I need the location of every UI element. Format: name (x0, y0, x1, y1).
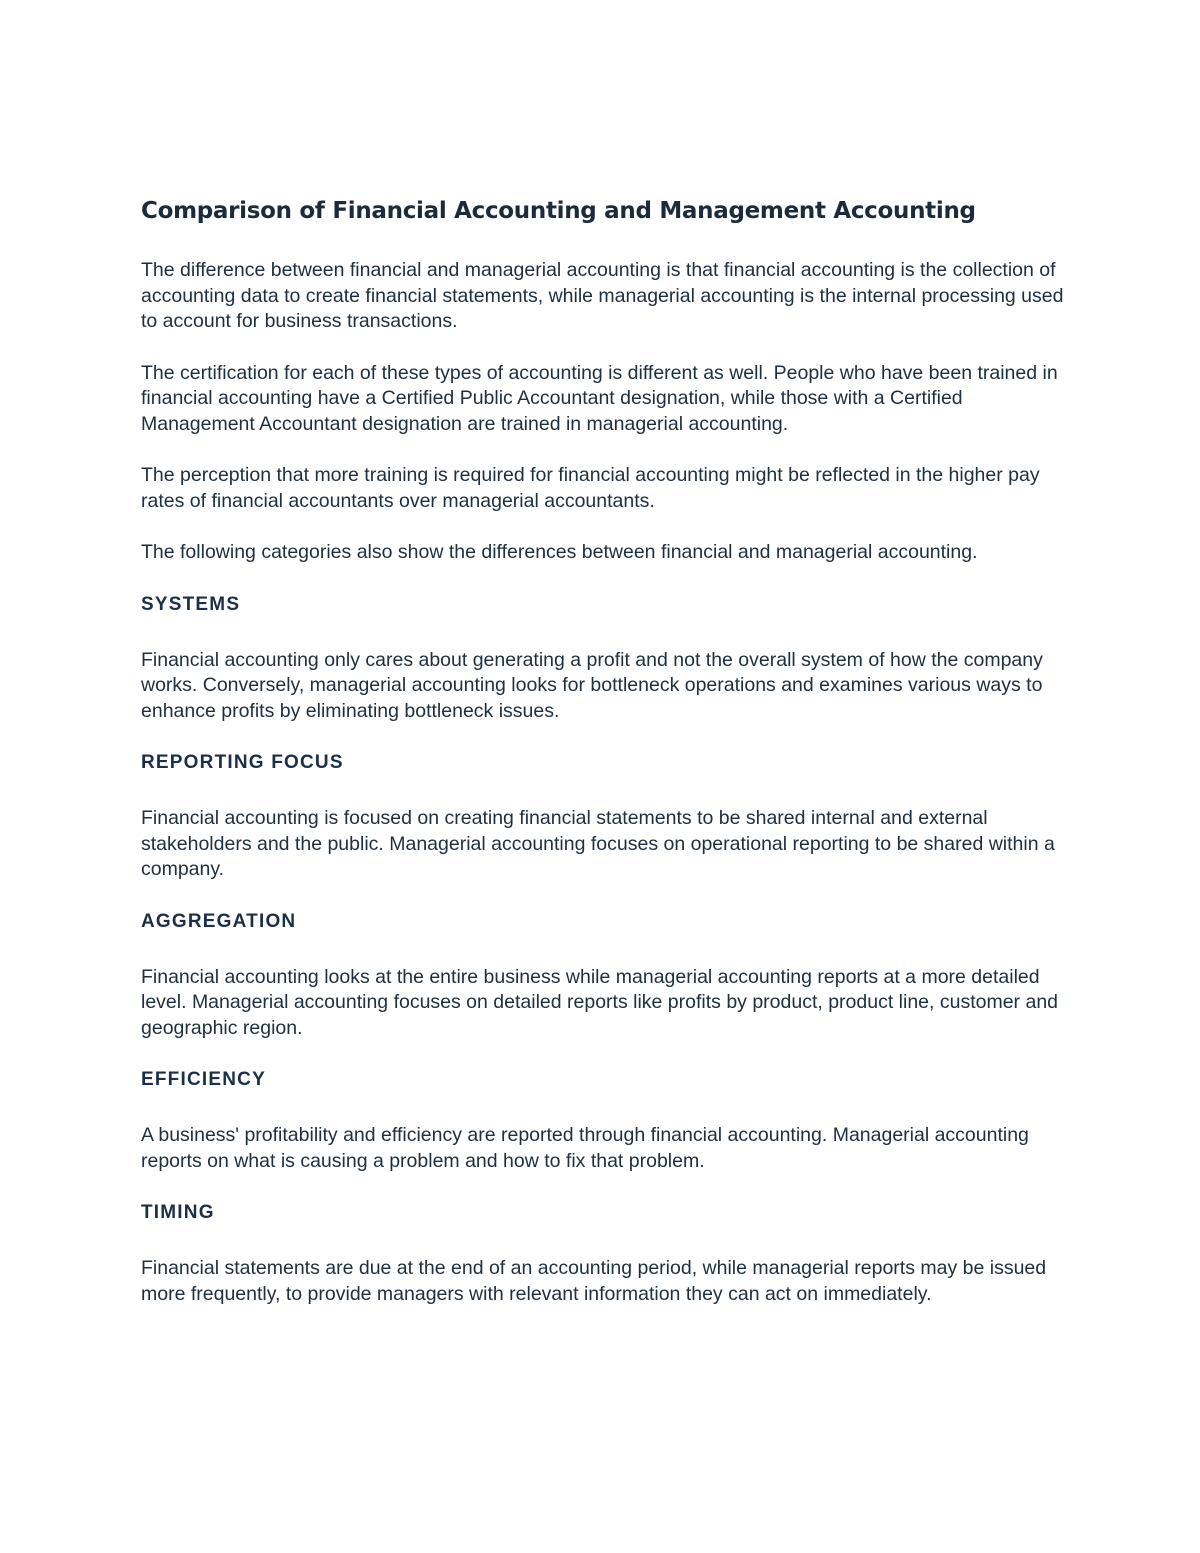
intro-paragraph: The certification for each of these types of accounting is different as well. People who have been trained in financial accounting have a Certified Public Accountant designation, while those with a Certified Management Accountant designation are trained in managerial accounting. (141, 361, 1058, 435)
section-body: Financial statements are due at the end of an accounting period, while managerial reports may be issued more frequently, to provide managers with relevant information they can act on immediately. (141, 1257, 1047, 1305)
section-body: Financial accounting looks at the entire business while managerial accounting reports at a more detailed level. Managerial accounting focuses on detailed reports like profits by product, product line, customer and geographic region. (141, 965, 1059, 1039)
intro-paragraph: The following categories also show the differences between financial and managerial accounting. (141, 541, 978, 563)
intro-paragraph: The perception that more training is required for financial accounting might be reflected in the higher pay rates of financial accountants over managerial accountants. (141, 464, 1040, 512)
section-body: A business' profitability and efficiency are reported through financial accounting. Managerial accounting reports on what is causing a problem and how to fix that problem. (141, 1124, 1029, 1172)
section-reporting-focus (141, 750, 1071, 883)
section-heading: SYSTEMS (141, 593, 241, 615)
section-heading: REPORTING FOCUS (141, 752, 344, 773)
section-body: Financial accounting is focused on creating financial statements to be shared internal and external stakeholders and the public. Managerial accounting focuses on operational reporting to be shared within a company. (141, 807, 1055, 880)
section-body: Financial accounting only cares about generating a profit and not the overall system of how the company works. Conversely, managerial accounting looks for bottleneck operations and examines various ways to enhance profits by eliminating bottleneck issues. (141, 648, 1043, 722)
section-systems (141, 592, 1071, 725)
section-heading: AGGREGATION (141, 910, 297, 932)
section-efficiency (141, 1067, 1071, 1174)
section-heading: EFFICIENCY (141, 1069, 266, 1090)
intro-paragraph: The difference between financial and managerial accounting is that financial accounting is the collection of accounting data to create financial statements, while managerial accounting is the internal processing used to account for business transactions. (141, 259, 1064, 332)
section-aggregation (141, 909, 1071, 1042)
document-content (141, 195, 1071, 1333)
document-title: Comparison of Financial Accounting and Management Accounting (141, 198, 976, 224)
section-heading: TIMING (141, 1202, 215, 1223)
section-timing (141, 1200, 1071, 1307)
